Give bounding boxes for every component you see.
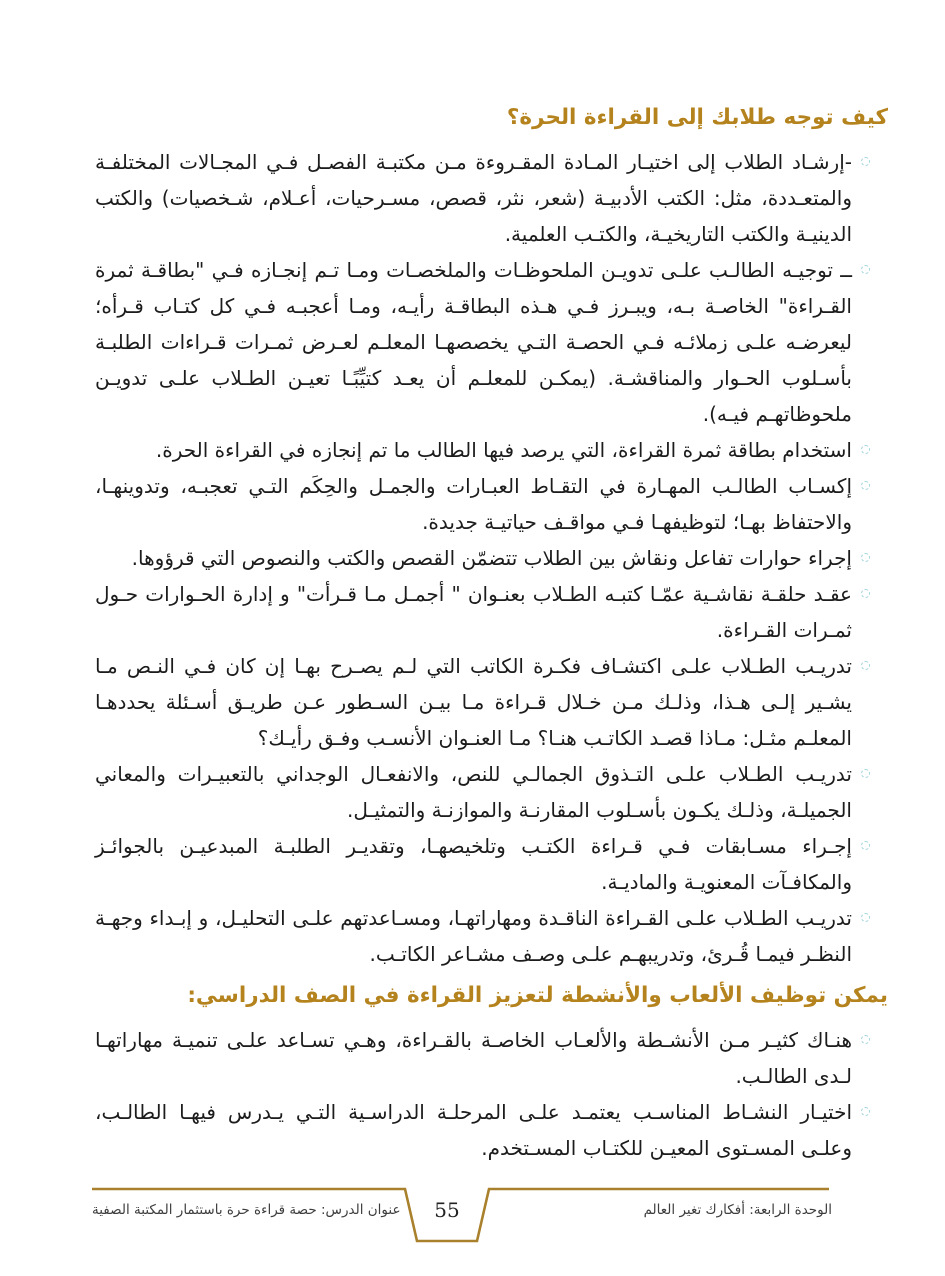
bullet-circle-icon (861, 481, 870, 490)
list-item (95, 1022, 888, 1094)
footer-lesson-title: عنوان الدرس: حصة قراءة حرة باستثمار المكتبة الصفية (92, 1202, 401, 1218)
bullet-text: عقـد حلقـة نقاشـية عمّـا كتبـه الطـلاب بعنـوان " أجمـل مـا قـرأت" و إدارة الحـوارات حـول ثمـرات القـراءة. (95, 582, 852, 642)
bullet-circle-icon (861, 553, 870, 562)
bullet-text: اختيـار النشـاط المناسـب يعتمـد علـى المرحلـة الدراسـية التـي يـدرس فيهـا الطالـب، وعلـى المسـتوى المعيـن للكتـاب المسـتخدم. (95, 1100, 852, 1160)
bullet-text: استخدام بطاقة ثمرة القراءة، التي يرصد فيها الطالب ما تم إنجازه في القراءة الحرة. (155, 438, 852, 462)
bullet-circle-icon (861, 661, 870, 670)
list-item (95, 468, 888, 540)
section-heading-free-reading: كيف توجه طلابك إلى القراءة الحرة؟ (506, 105, 888, 130)
bullet-text: هنـاك كثيـر مـن الأنشـطة والألعـاب الخاصـة بالقـراءة، وهـي تسـاعد علـى تنميـة مهاراتهـا لـدى الطالـب. (95, 1028, 852, 1088)
section-games-activities (95, 978, 888, 1166)
list-item (95, 432, 888, 468)
list-item (95, 828, 888, 900)
list-item (95, 576, 888, 648)
footer-unit-title: الوحدة الرابعة: أفكارك تغير العالم (643, 1202, 832, 1218)
bullet-text: إجراء حوارات تفاعل ونقاش بين الطلاب تتضمّن القصص والكتب والنصوص التي قرؤوها. (131, 546, 852, 570)
bullet-circle-icon (861, 913, 870, 922)
section-free-reading (95, 100, 888, 972)
list-item (95, 900, 888, 972)
bullet-circle-icon (861, 1107, 870, 1116)
list-item (95, 540, 888, 576)
bullet-text: -إرشـاد الطلاب إلى اختيـار المـادة المقـروءة مـن مكتبـة الفصـل فـي المجـالات المختلفـة والمتعـددة، مثل: الكتب الأدبيـة (شعر، نثر، قصص، مسـرحيات، أعـلام، شـخصيات) والكتب الدينيـة والكتب التاريخيـة، والكتـب العلمية. (95, 150, 852, 246)
bullet-text: ــ توجيـه الطالـب علـى تدويـن الملحوظـات والملخصـات ومـا تـم إنجـازه فـي "بطاقـة ثمرة القـراءة" الخاصـة بـه، ويبـرز فـي هـذه البطاقـة رأيـه، ومـا أعجبـه فـي كل كتـاب قـرأه؛ ليعرضـه علـى زملائـه فـي الحصـة التـي يخصصهـا المعلـم لعـرض ثمـرات قـراءات الطلبـة بأسـلوب الحـوار والمناقشـة. (يمكـن للمعلـم أن يعـد كتيِّبًـا تعيـن الطـلاب علـى تدويـن ملحوظاتهـم فيـه). (95, 258, 852, 426)
bullet-list-games-activities (95, 1022, 888, 1166)
bullet-circle-icon (861, 265, 870, 274)
list-item (95, 1094, 888, 1166)
page-content (95, 100, 888, 1166)
bullet-list-free-reading (95, 144, 888, 972)
bullet-text: تدريـب الطـلاب علـى التـذوق الجمالـي للنص، والانفعـال الوجداني بالتعبيـرات والمعاني الجميلـة، وذلـك يكـون بأسـلوب المقارنـة والموازنـة والتمثيـل. (95, 762, 852, 822)
page-number: 55 (434, 1198, 460, 1222)
bullet-text: إكسـاب الطالـب المهـارة في التقـاط العبـارات والجمـل والحِكَم التـي تعجبـه، وتدوينهـا، والاحتفاظ بهـا؛ لتوظيفهـا فـي مواقـف حياتيـة جديدة. (95, 474, 852, 534)
list-item (95, 252, 888, 432)
bullet-circle-icon (861, 157, 870, 166)
bullet-text: تدريـب الطـلاب علـى اكتشـاف فكـرة الكاتب التي لـم يصـرح بهـا إن كان فـي النـص مـا يشـير إلـى هـذا، وذلـك مـن خـلال قـراءة مـا بيـن السـطور عـن طريـق أسـئلة يحددهـا المعلـم مثـل: مـاذا قصـد الكاتـب هنـا؟ مـا العنـوان الأنسـب وفـق رأيـك؟ (95, 654, 852, 750)
section-heading-games-activities: يمكن توظيف الألعاب والأنشطة لتعزيز القراءة في الصف الدراسي: (187, 983, 888, 1008)
bullet-text: تدريـب الطـلاب علـى القـراءة الناقـدة ومهاراتهـا، ومسـاعدتهم علـى التحليـل، و إبـداء وجهـة النظـر فيمـا قُـرئ، وتدريبهـم علـى وصـف مشـاعر الكاتـب. (95, 906, 852, 966)
bullet-text: إجـراء مسـابقات فـي قـراءة الكتـب وتلخيصهـا، وتقديـر الطلبـة المبدعيـن بالجوائـز والمكافـآت المعنويـة والماديـة. (95, 834, 852, 894)
list-item (95, 648, 888, 756)
bullet-circle-icon (861, 445, 870, 454)
list-item (95, 756, 888, 828)
list-item (95, 144, 888, 252)
bullet-circle-icon (861, 769, 870, 778)
bullet-circle-icon (861, 841, 870, 850)
bullet-circle-icon (861, 1035, 870, 1044)
bullet-circle-icon (861, 589, 870, 598)
